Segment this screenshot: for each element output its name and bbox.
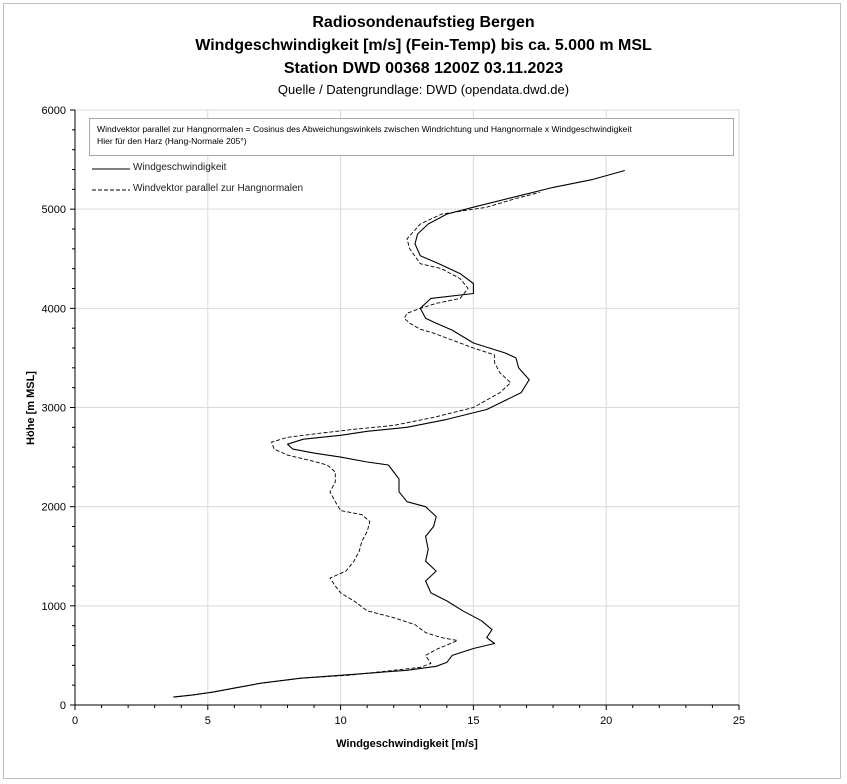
x-tick-label-15: 15 xyxy=(467,715,480,727)
y-tick-label-5000: 5000 xyxy=(41,204,66,217)
y-tick-label-3000: 3000 xyxy=(41,402,66,415)
annotation-line-1: Windvektor parallel zur Hangnormalen = Cosinus des Abweichungswinkels zwischen Windrichtung und Hangnormale x Windgeschwindigkeit xyxy=(97,124,632,134)
annotation-line-2: Hier für den Harz (Hang-Normale 205°) xyxy=(97,136,247,146)
y-tick-label-6000: 6000 xyxy=(41,105,66,117)
series-line-1 xyxy=(173,192,540,697)
y-tick-label-4000: 4000 xyxy=(41,303,66,316)
y-tick-label-0: 0 xyxy=(59,700,66,712)
x-tick-label-25: 25 xyxy=(732,715,746,727)
chart-subtitle-2: Station DWD 00368 1200Z 03.11.2023 xyxy=(283,60,564,77)
series-line-0 xyxy=(173,171,625,698)
y-tick-label-2000: 2000 xyxy=(41,501,66,514)
legend-lines xyxy=(92,169,130,190)
x-tick-label-10: 10 xyxy=(334,715,347,727)
y-axis-title: Höhe [m MSL] xyxy=(25,371,37,445)
legend-entry-slope-vector: Windvektor parallel zur Hangnormalen xyxy=(133,183,304,194)
series-group xyxy=(173,171,625,698)
chart-source: Quelle / Datengrundlage: DWD (opendata.dwd.de) xyxy=(277,82,570,97)
x-tick-label-5: 5 xyxy=(204,715,211,727)
y-tick-label-1000: 1000 xyxy=(41,600,66,613)
axes xyxy=(42,105,746,727)
x-tick-label-20: 20 xyxy=(600,715,613,727)
x-tick-label-0: 0 xyxy=(71,715,79,727)
grid-lines xyxy=(75,110,739,705)
chart-title: Radiosondenaufstieg Bergen xyxy=(312,14,535,31)
annotation-box xyxy=(89,118,734,156)
legend-entry-wind-speed: Windgeschwindigkeit xyxy=(133,162,227,173)
chart-subtitle-1: Windgeschwindigkeit [m/s] (Fein-Temp) bis ca. 5.000 m MSL xyxy=(195,37,652,54)
x-axis-title: Windgeschwindigkeit [m/s] xyxy=(336,738,478,750)
